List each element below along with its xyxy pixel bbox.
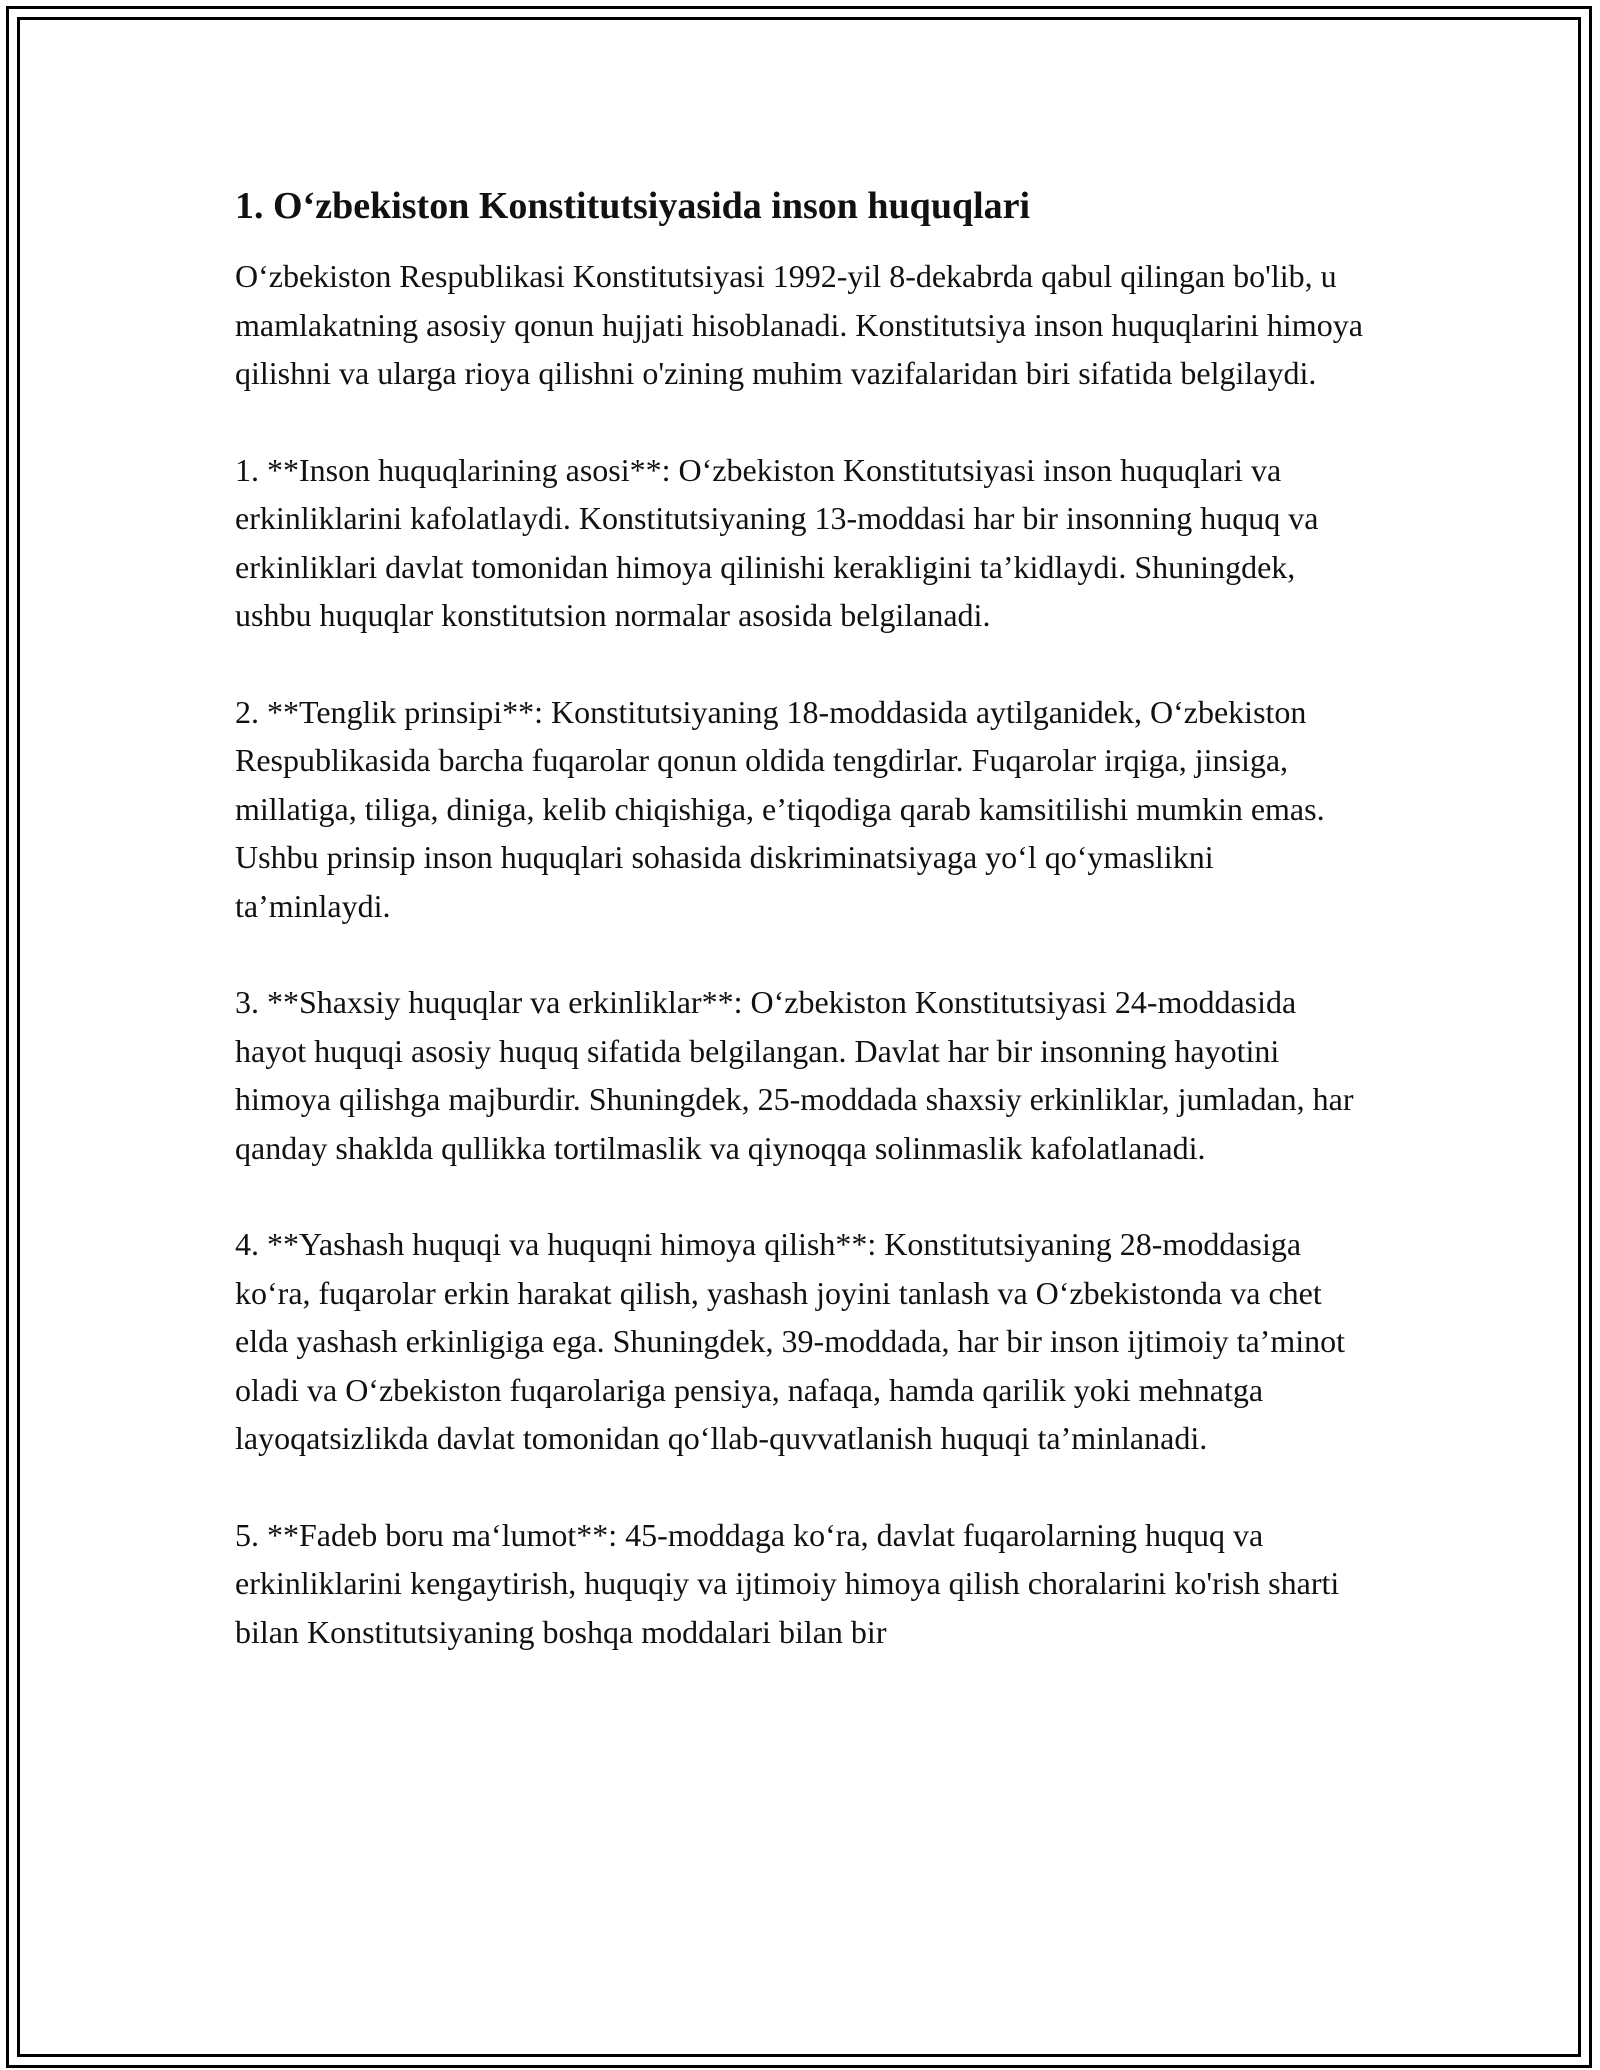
- section-heading: 1. Oʻzbekiston Konstitutsiyasida inson huquqlari: [235, 185, 1031, 227]
- paragraph-residence-rights: 4. **Yashash huquqi va huquqni himoya qilish**: Konstitutsiyaning 28-moddasiga koʻra, fuqarolar erkin harakat qilish, yashash joyini tanlash va Oʻzbekistonda va chet elda yashash erkinligiga ega. Shuningdek, 39-moddada, har bir inson ijtimoiy taʼminot oladi va Oʻzbekiston fuqarolariga pensiya, nafaqa, hamda qarilik yoki mehnatga layoqatsizlikda davlat tomonidan qoʻllab-quvvatlanish huquqi taʼminlanadi.: [235, 1226, 1345, 1456]
- document-body: [235, 180, 1375, 1704]
- paragraph-equality-principle: 2. **Tenglik prinsipi**: Konstitutsiyaning 18-moddasida aytilganidek, Oʻzbekiston Respublikasida barcha fuqarolar qonun oldida tengdirlar. Fuqarolar irqiga, jinsiga, millatiga, tiliga, diniga, kelib chiqishiga, eʼtiqodiga qarab kamsitilishi mumkin emas. Ushbu prinsip inson huquqlari sohasida diskriminatsiyaga yoʻl qoʻymaslikni taʼminlaydi.: [235, 693, 1325, 924]
- intro-paragraph: Oʻzbekiston Respublikasi Konstitutsiyasi 1992-yil 8-dekabrda qabul qilingan bo'lib, u mamlakatning asosiy qonun hujjati hisoblanadi. Konstitutsiya inson huquqlarini himoya qilishni va ularga rioya qilishni o'zining muhim vazifalaridan biri sifatida belgilaydi.: [235, 258, 1363, 391]
- paragraph-information: 5. **Fadeb boru maʻlumot**: 45-moddaga koʻra, davlat fuqarolarning huquq va erkinliklarini kengaytirish, huquqiy va ijtimoiy himoya qilish choralarini ko'rish sharti bilan Konstitutsiyaning boshqa moddalari bilan bir: [235, 1516, 1340, 1650]
- paragraph-human-rights-basis: 1. **Inson huquqlarining asosi**: Oʻzbekiston Konstitutsiyasi inson huquqlari va erkinliklarini kafolatlaydi. Konstitutsiyaning 13-moddasi har bir insonning huquq va erkinliklari davlat tomonidan himoya qilinishi kerakligini taʼkidlaydi. Shuningdek, ushbu huquqlar konstitutsion normalar asosida belgilanadi.: [235, 451, 1319, 633]
- paragraph-personal-rights: 3. **Shaxsiy huquqlar va erkinliklar**: Oʻzbekiston Konstitutsiyasi 24-moddasida hayot huquqi asosiy huquq sifatida belgilangan. Davlat har bir insonning hayotini himoya qilishga majburdir. Shuningdek, 25-moddada shaxsiy erkinliklar, jumladan, har qanday shaklda qullikka tortilmaslik va qiynoqqa solinmaslik kafolatlanadi.: [235, 984, 1354, 1166]
